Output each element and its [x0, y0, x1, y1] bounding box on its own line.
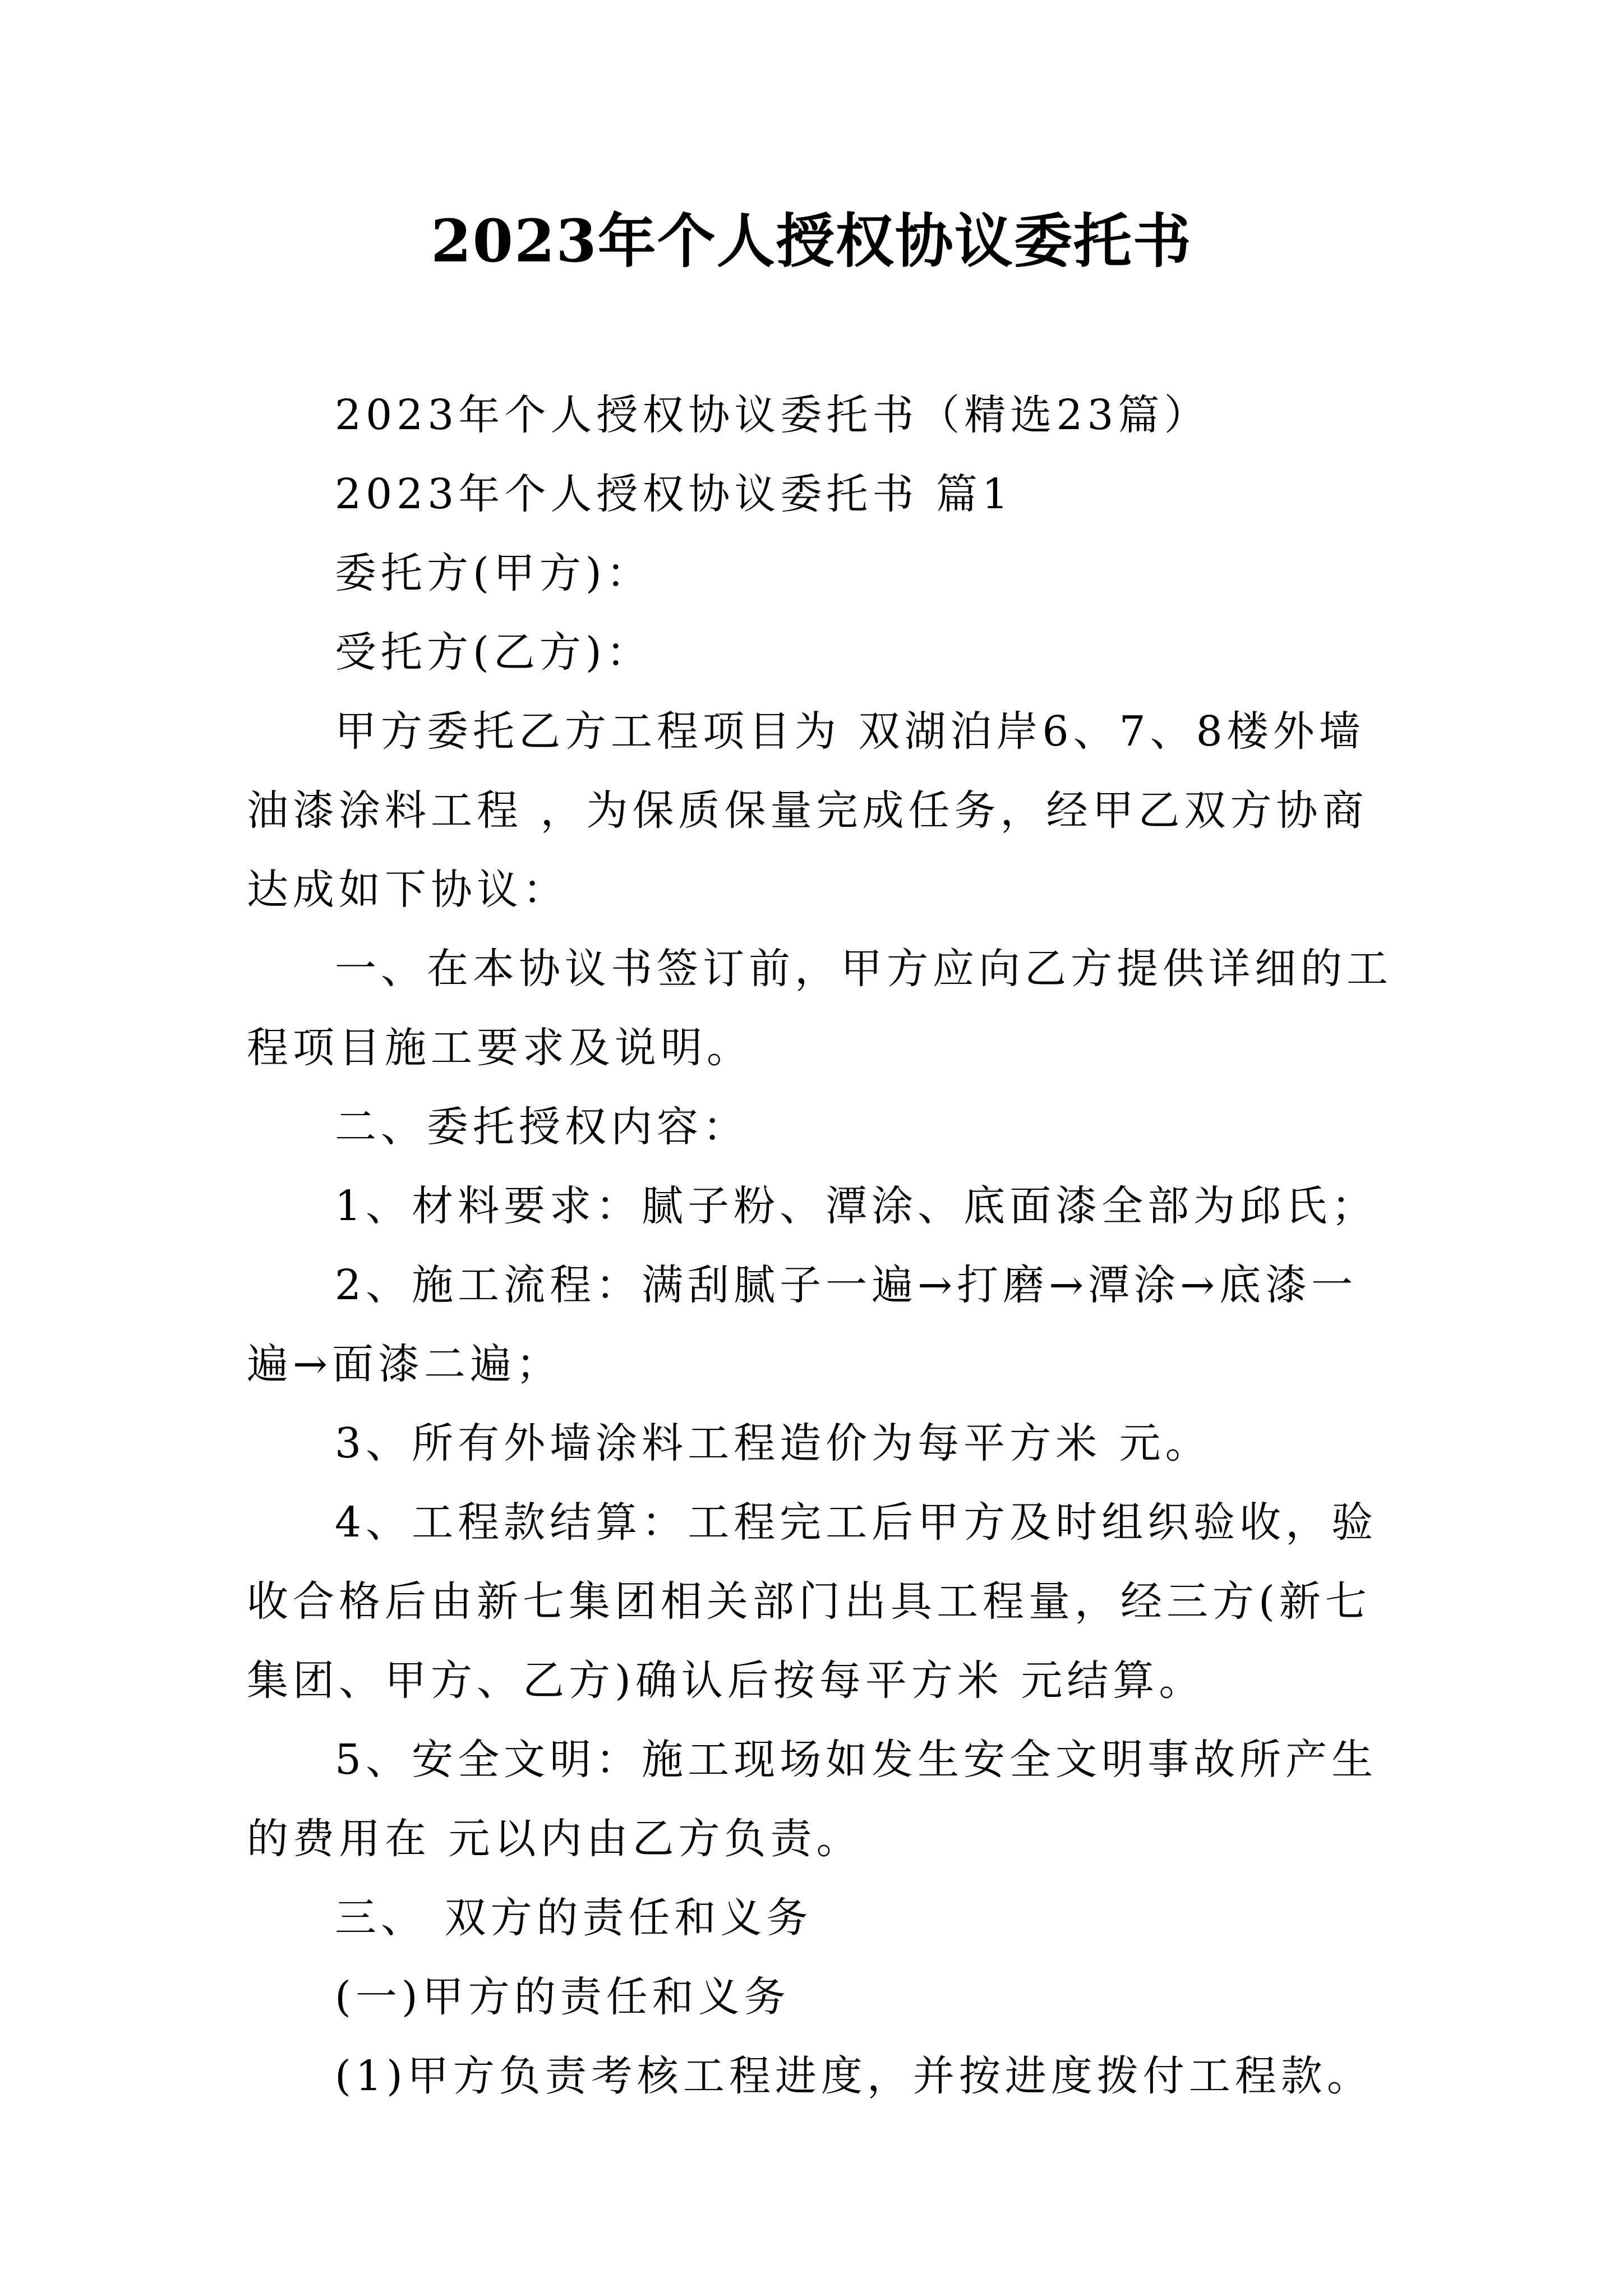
paragraph-party-a-duty-1: (1)甲方负责考核工程进度，并按进度拨付工程款。 [335, 2052, 1373, 2100]
paragraph-safety: 5、安全文明：施工现场如发生安全文明事故所产生的费用在 元以内由乙方负责。 [247, 1736, 1378, 1863]
paragraph-party-b: 受托方(乙方)： [335, 628, 652, 677]
paragraph-materials: 1、材料要求：腻子粉、潭涂、底面漆全部为邱氏； [335, 1182, 1378, 1230]
document-body [247, 376, 1396, 2116]
paragraph-clause-2-heading: 二、委托授权内容： [335, 1103, 749, 1151]
paragraph-process: 2、施工流程：满刮腻子一遍→打磨→潭涂→底漆一遍→面漆二遍； [247, 1261, 1358, 1388]
paragraph-party-a-duties-heading: (一)甲方的责任和义务 [335, 1973, 790, 2021]
document-title: 2023年个人授权协议委托书 [431, 206, 1192, 275]
paragraph-subtitle: 2023年个人授权协议委托书（精选23篇） [335, 391, 1210, 439]
paragraph-project-intro: 甲方委托乙方工程项目为 双湖泊岸6、7、8楼外墙油漆涂料工程 ，为保质保量完成任务，经甲乙双方协商达成如下协议： [247, 707, 1368, 914]
paragraph-cost: 3、所有外墙涂料工程造价为每平方米 元。 [335, 1419, 1211, 1467]
paragraph-party-a: 委托方(甲方)： [335, 549, 652, 597]
paragraph-clause-1: 一、在本协议书签订前，甲方应向乙方提供详细的工程项目施工要求及说明。 [247, 945, 1393, 1072]
paragraph-section-heading: 2023年个人授权协议委托书 篇1 [335, 470, 1013, 518]
paragraph-clause-3-heading: 三、 双方的责任和义务 [335, 1894, 813, 1942]
paragraph-settlement: 4、工程款结算：工程完工后甲方及时组织验收，验收合格后由新七集团相关部门出具工程量，经三方(新七集团、甲方、乙方)确认后按每平方米 元结算。 [247, 1498, 1378, 1705]
